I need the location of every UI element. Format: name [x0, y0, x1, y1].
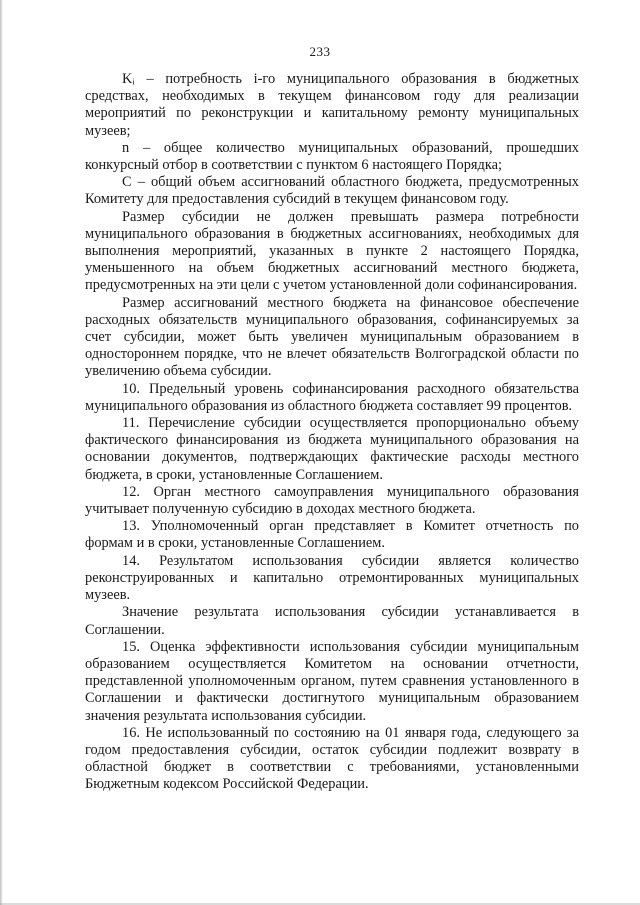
paragraph-item-15: 15. Оценка эффективности использования субсидии муниципальным образованием осуществляется Комитетом на основании отчетности, представленной уполномоченным органом, путем сравнения установленного в Соглашении и фактически достигнутого муниципальным образованием значения результата использования субсидии.: [85, 638, 579, 724]
paragraph-local-budget-size: Размер ассигнований местного бюджета на финансовое обеспечение расходных обязательств муниципального образования, софинансируемых за счет субсидии, может быть увеличен муниципальным образованием в одностороннем порядке, что не влечет обязательств Волгоградской области по увеличению объема субсидии.: [85, 294, 579, 380]
paragraph-ki-definition: Kᵢ – потребность i-го муниципального образования в бюджетных средствах, необходимых в текущем финансовом году для реализации мероприятий по реконструкции и капитальному ремонту муниципальных музеев;: [85, 71, 579, 139]
paragraph-n-definition: n – общее количество муниципальных образований, прошедших конкурсный отбор в соответствии с пунктом 6 настоящего Порядка;: [85, 139, 579, 174]
scan-left-edge: [0, 0, 3, 905]
paragraph-c-definition: С – общий объем ассигнований областного бюджета, предусмотренных Комитету для предоставления субсидий в текущем финансовом году.: [85, 174, 579, 208]
paragraph-item-16: 16. Не использованный по состоянию на 01 января года, следующего за годом предоставления субсидии, остаток субсидии подлежит возврату в областной бюджет в соответствии с требованиями, установленными Бюджетным кодексом Российской Федерации.: [85, 724, 579, 793]
body-text: [85, 71, 579, 794]
paragraph-item-10: 10. Предельный уровень софинансирования расходного обязательства муниципального образования из областного бюджета составляет 99 процентов.: [85, 380, 579, 414]
paragraph-item-11: 11. Перечисление субсидии осуществляется пропорционально объему фактического финансирования из бюджета муниципального образования на основании документов, подтверждающих фактические расходы местного бюджета, в сроки, установленные Соглашением.: [85, 415, 579, 483]
page-number: 233: [309, 44, 331, 59]
paragraph-result-value: Значение результата использования субсидии устанавливается в Соглашении.: [85, 604, 579, 638]
paragraph-item-12: 12. Орган местного самоуправления муниципального образования учитывает полученную субсидию в доходах местного бюджета.: [85, 483, 579, 518]
paragraph-subsidy-size: Размер субсидии не должен превышать размера потребности муниципального образования в бюджетных ассигнованиях, необходимых для выполнения мероприятий, указанных в пункте 2 настоящего Порядка, уменьшенного на объем бюджетных ассигнований местного бюджета, предусмотренных на эти цели с учетом установленной доли софинансирования.: [85, 208, 579, 294]
paragraph-item-14: 14. Результатом использования субсидии является количество реконструированных и капитально отремонтированных муниципальных музеев.: [85, 552, 579, 604]
paragraph-item-13: 13. Уполномоченный орган представляет в Комитет отчетность по формам и в сроки, установленные Соглашением.: [85, 518, 579, 552]
